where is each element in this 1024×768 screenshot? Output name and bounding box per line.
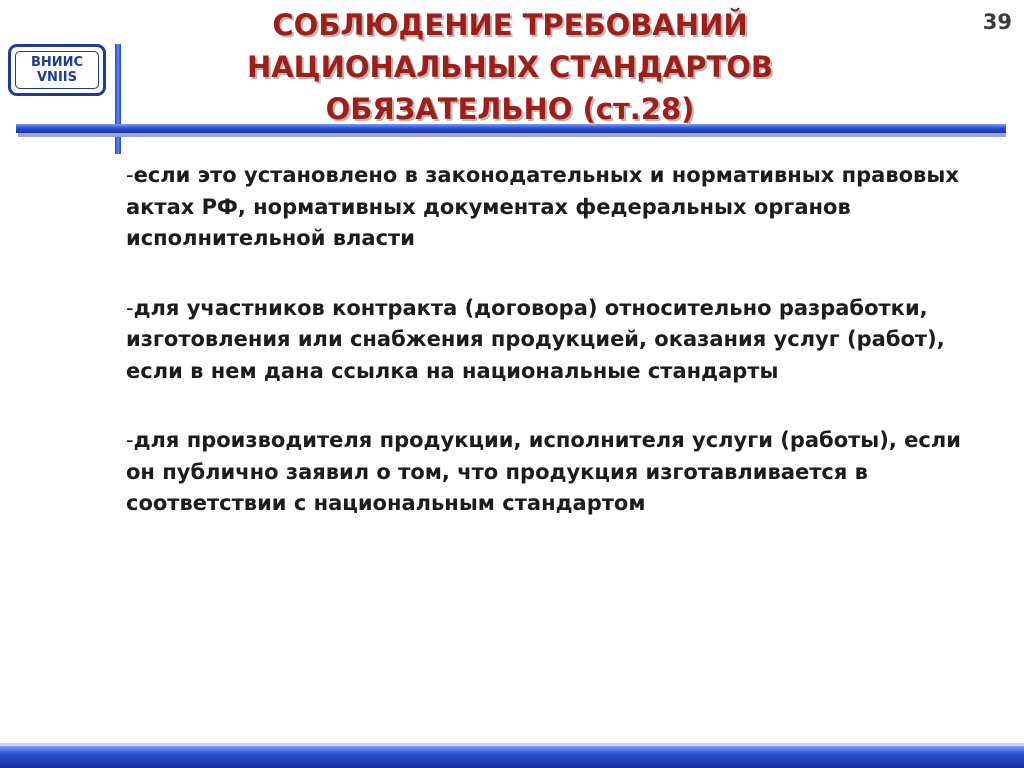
vniis-logo	[8, 44, 106, 96]
list-item	[126, 160, 976, 255]
list-item-text: для производителя продукции, исполнителя услуги (работы), если он публично заявил о том, что продукция изготавливается в соответствии с национальным стандартом	[126, 428, 961, 515]
title-line-2: НАЦИОНАЛЬНЫХ СТАНДАРТОВ	[246, 50, 774, 84]
dash-marker: -	[126, 163, 134, 187]
horizontal-bar-shadow	[18, 133, 1006, 137]
logo-line-2: VNIIS	[37, 70, 77, 85]
page-number: 39	[982, 10, 1012, 34]
logo-line-1: ВНИИС	[30, 55, 84, 70]
slide-title	[150, 4, 870, 130]
footer-band	[0, 746, 1024, 768]
list-item-text: если это установлено в законодательных и нормативных правовых актах РФ, нормативных документах федеральных органов исполнительной власти	[126, 163, 959, 250]
title-line-1: СОБЛЮДЕНИЕ ТРЕБОВАНИЙ	[272, 8, 748, 42]
dash-marker: -	[126, 428, 134, 452]
vertical-accent-bar	[115, 44, 121, 154]
dash-marker: -	[126, 295, 134, 320]
list-item	[126, 425, 976, 520]
content-body	[126, 160, 976, 558]
list-item-text: для участников контракта (договора) относительно разработки, изготовления или снабжения продукцией, оказания услуг (работ), если в нем дана ссылка на национальные стандарты	[126, 295, 945, 383]
list-item	[126, 293, 976, 388]
title-line-3: ОБЯЗАТЕЛЬНО (ст.28)	[325, 92, 695, 126]
